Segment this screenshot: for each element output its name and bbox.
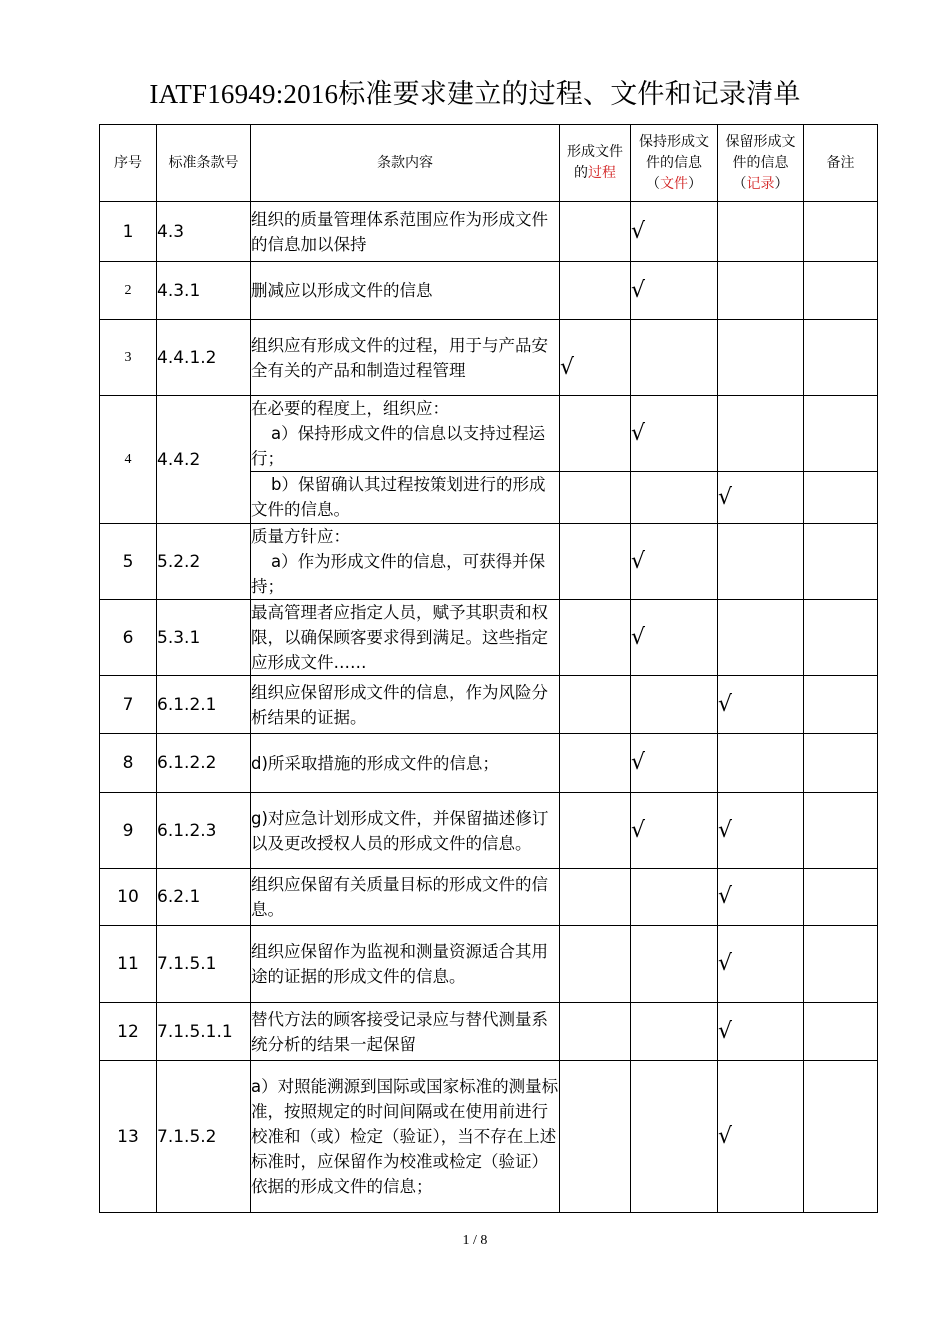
table-row xyxy=(100,869,878,926)
record-cell xyxy=(718,600,804,676)
remark-cell xyxy=(804,262,878,320)
clause-number: 4.3 xyxy=(157,202,251,262)
clause-content: 替代方法的顾客接受记录应与替代测量系统分析的结果一起保留 xyxy=(251,1003,560,1061)
remark-cell xyxy=(804,524,878,600)
table-row xyxy=(100,262,878,320)
clause-content: 在必要的程度上，组织应： a）保持形成文件的信息以支持过程运行； xyxy=(251,396,560,472)
record-cell xyxy=(718,734,804,793)
check-mark: √ xyxy=(718,869,804,926)
row-number: 2 xyxy=(100,262,157,320)
clause-number: 6.1.2.3 xyxy=(157,793,251,869)
header-process: 形成文件的过程 xyxy=(560,125,631,202)
row-number: 1 xyxy=(100,202,157,262)
document-cell xyxy=(631,869,718,926)
check-mark: √ xyxy=(718,1061,804,1213)
record-cell xyxy=(718,524,804,600)
table-row xyxy=(100,396,878,472)
document-cell xyxy=(631,926,718,1003)
row-number: 10 xyxy=(100,869,157,926)
check-mark: √ xyxy=(718,472,804,524)
document-cell xyxy=(631,320,718,396)
check-mark: √ xyxy=(718,1003,804,1061)
remark-cell xyxy=(804,676,878,734)
check-mark: √ xyxy=(718,676,804,734)
table-row xyxy=(100,926,878,1003)
clause-number: 6.1.2.1 xyxy=(157,676,251,734)
process-cell xyxy=(560,734,631,793)
remark-cell xyxy=(804,734,878,793)
requirements-table xyxy=(99,124,878,1213)
clause-number: 5.2.2 xyxy=(157,524,251,600)
remark-cell xyxy=(804,396,878,472)
clause-content: b）保留确认其过程按策划进行的形成文件的信息。 xyxy=(251,472,560,524)
remark-cell xyxy=(804,869,878,926)
header-document: 保持形成文件的信息（文件） xyxy=(631,125,718,202)
clause-number: 7.1.5.2 xyxy=(157,1061,251,1213)
document-cell xyxy=(631,1061,718,1213)
document-cell xyxy=(631,676,718,734)
record-cell xyxy=(718,396,804,472)
check-mark: √ xyxy=(718,793,804,869)
table-row xyxy=(100,600,878,676)
process-cell xyxy=(560,600,631,676)
remark-cell xyxy=(804,202,878,262)
process-cell xyxy=(560,793,631,869)
row-number: 11 xyxy=(100,926,157,1003)
row-number: 6 xyxy=(100,600,157,676)
table-row xyxy=(100,734,878,793)
header-clause: 标准条款号 xyxy=(157,125,251,202)
row-number: 9 xyxy=(100,793,157,869)
check-mark: √ xyxy=(631,202,718,262)
clause-number: 4.3.1 xyxy=(157,262,251,320)
process-cell xyxy=(560,202,631,262)
process-cell xyxy=(560,676,631,734)
page-number: 1 / 8 xyxy=(462,1233,488,1248)
table-header-row xyxy=(100,125,878,202)
clause-content: d)所采取措施的形成文件的信息； xyxy=(251,734,560,793)
clause-number: 7.1.5.1.1 xyxy=(157,1003,251,1061)
table-row xyxy=(100,1061,878,1213)
remark-cell xyxy=(804,600,878,676)
table-row xyxy=(100,676,878,734)
process-cell xyxy=(560,1061,631,1213)
record-cell xyxy=(718,262,804,320)
clause-content: 组织应保留有关质量目标的形成文件的信息。 xyxy=(251,869,560,926)
check-mark: √ xyxy=(631,793,718,869)
clause-content: 组织应有形成文件的过程，用于与产品安全有关的产品和制造过程管理 xyxy=(251,320,560,396)
header-content: 条款内容 xyxy=(251,125,560,202)
check-mark: √ xyxy=(631,262,718,320)
row-number: 7 xyxy=(100,676,157,734)
clause-content: g)对应急计划形成文件，并保留描述修订以及更改授权人员的形成文件的信息。 xyxy=(251,793,560,869)
row-number: 8 xyxy=(100,734,157,793)
clause-content: 质量方针应： a）作为形成文件的信息，可获得并保持； xyxy=(251,524,560,600)
process-cell xyxy=(560,926,631,1003)
row-number: 5 xyxy=(100,524,157,600)
document-cell xyxy=(631,1003,718,1061)
row-number: 12 xyxy=(100,1003,157,1061)
record-cell xyxy=(718,202,804,262)
clause-number: 7.1.5.1 xyxy=(157,926,251,1003)
process-cell xyxy=(560,869,631,926)
clause-number: 5.3.1 xyxy=(157,600,251,676)
header-record: 保留形成文件的信息（记录） xyxy=(718,125,804,202)
clause-number: 6.2.1 xyxy=(157,869,251,926)
process-cell xyxy=(560,524,631,600)
clause-content: 组织的质量管理体系范围应作为形成文件的信息加以保持 xyxy=(251,202,560,262)
clause-content: 删减应以形成文件的信息 xyxy=(251,262,560,320)
table-row xyxy=(100,524,878,600)
clause-number: 4.4.1.2 xyxy=(157,320,251,396)
remark-cell xyxy=(804,926,878,1003)
clause-content: a）对照能溯源到国际或国家标准的测量标准，按照规定的时间间隔或在使用前进行校准和（或）检定（验证），当不存在上述标准时，应保留作为校准或检定（验证）依据的形成文件的信息； xyxy=(251,1061,560,1213)
clause-number: 4.4.2 xyxy=(157,396,251,524)
process-cell xyxy=(560,396,631,472)
remark-cell xyxy=(804,793,878,869)
check-mark: √ xyxy=(631,396,718,472)
record-cell xyxy=(718,320,804,396)
check-mark: √ xyxy=(560,320,631,396)
row-number: 13 xyxy=(100,1061,157,1213)
clause-number: 6.1.2.2 xyxy=(157,734,251,793)
process-cell xyxy=(560,1003,631,1061)
document-cell xyxy=(631,472,718,524)
remark-cell xyxy=(804,1061,878,1213)
clause-content: 最高管理者应指定人员，赋予其职责和权限，以确保顾客要求得到满足。这些指定应形成文件…… xyxy=(251,600,560,676)
remark-cell xyxy=(804,472,878,524)
check-mark: √ xyxy=(631,734,718,793)
process-cell xyxy=(560,472,631,524)
clause-content: 组织应保留作为监视和测量资源适合其用途的证据的形成文件的信息。 xyxy=(251,926,560,1003)
remark-cell xyxy=(804,1003,878,1061)
clause-content: 组织应保留形成文件的信息，作为风险分析结果的证据。 xyxy=(251,676,560,734)
row-number: 4 xyxy=(100,396,157,524)
table-row xyxy=(100,1003,878,1061)
row-number: 3 xyxy=(100,320,157,396)
check-mark: √ xyxy=(718,926,804,1003)
header-remark: 备注 xyxy=(804,125,878,202)
table-row xyxy=(100,320,878,396)
table-row xyxy=(100,793,878,869)
check-mark: √ xyxy=(631,524,718,600)
page-title: IATF16949:2016标准要求建立的过程、文件和记录清单 xyxy=(149,79,801,109)
check-mark: √ xyxy=(631,600,718,676)
header-seq: 序号 xyxy=(100,125,157,202)
remark-cell xyxy=(804,320,878,396)
process-cell xyxy=(560,262,631,320)
table-row xyxy=(100,202,878,262)
